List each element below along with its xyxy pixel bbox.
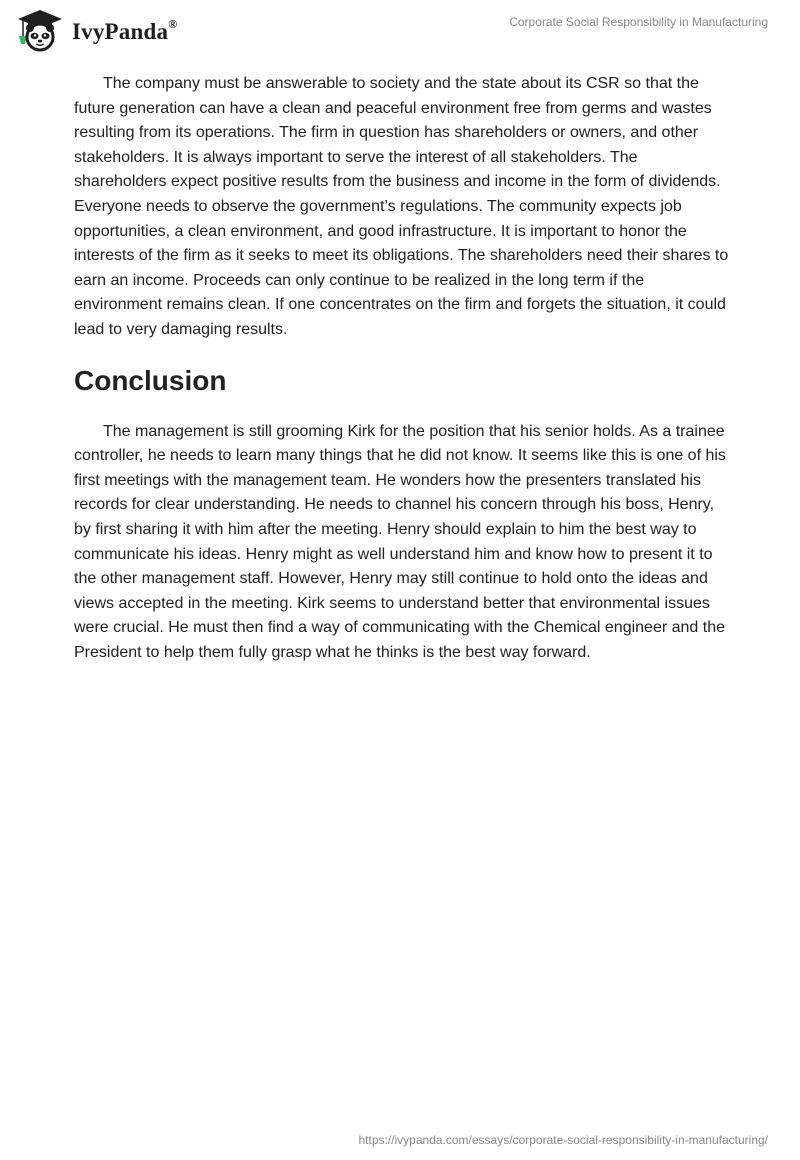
essay-content [74,72,734,665]
page-header [0,0,800,64]
source-url-link[interactable]: https://ivypanda.com/essays/corporate-social-responsibility-in-manufacturing/ [358,1133,768,1147]
document-title: Corporate Social Responsibility in Manufacturing [509,15,768,29]
registered-mark: ® [168,17,178,32]
panda-logo-icon [14,8,66,52]
brand-name: IvyPanda® [72,17,178,44]
body-paragraph-1: The company must be answerable to society and the state about its CSR so that the future generation can have a clean and peaceful environment free from germs and wastes resulting from its operations. The firm in question has shareholders or owners, and other stakeholders. It is always important to serve the interest of all stakeholders. The shareholders expect positive results from the business and income in the form of dividends. Everyone needs to observe the government’s regulations. The community expects job opportunities, a clean environment, and good infrastructure. It is important to honor the interests of the firm as it seeks to meet its obligations. The shareholders need their shares to earn an income. Proceeds can only continue to be realized in the long term if the environment remains clean. If one concentrates on the firm and forgets the situation, it could lead to very damaging results. [74,75,729,338]
brand-logo[interactable] [14,8,177,52]
conclusion-paragraph: The management is still grooming Kirk for the position that his senior holds. As a trainee controller, he needs to learn many things that he did not know. It seems like this is one of his first meetings with the management team. He wonders how the presenters translated his records for clear understanding. He needs to channel his concern through his boss, Henry, by first sharing it with him after the meeting. Henry should explain to him the best way to communicate his ideas. Henry might as well understand him and know how to present it to the other management staff. However, Henry may still continue to hold onto the ideas and views accepted in the meeting. Kirk seems to understand better that environmental issues were crucial. He must then find a way of communicating with the Chemical engineer and the President to help them fully grasp what he thinks is the best way forward. [74,422,726,661]
conclusion-heading: Conclusion [74,364,227,396]
